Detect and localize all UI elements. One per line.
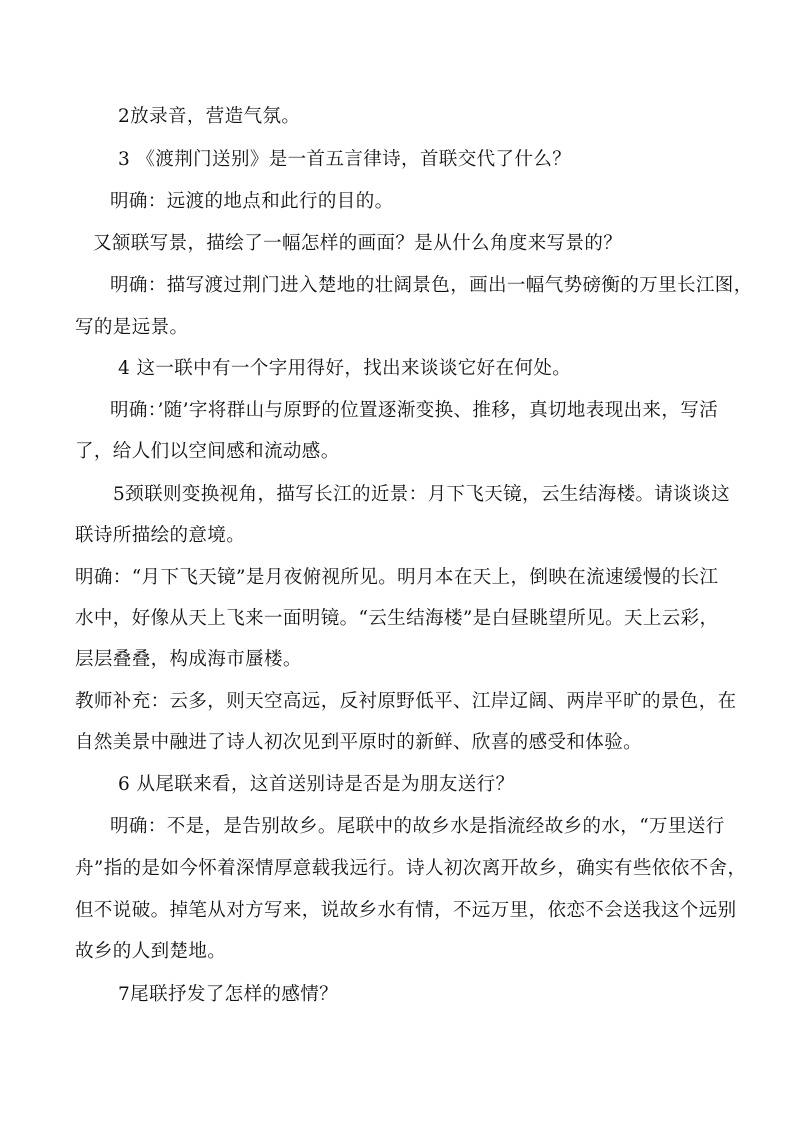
answer-4-line-2: 了，给人们以空间感和流动感。 [75, 441, 340, 462]
answer-6-line-3: 但不说破。掉笔从对方写来，说故乡水有情，不远万里，依恋不会送我这个远别 [75, 900, 737, 921]
question-4-key-word: 4 这一联中有一个字用得好，找出来谈谈它好在何处。 [118, 358, 572, 379]
question-second-couplet: 又颔联写景，描绘了一幅怎样的画面？是从什么角度来写景的？ [93, 233, 623, 254]
answer-5-line-1: 明确：“月下飞天镜”是月夜俯视所见。明月本在天上，倒映在流速缓慢的长江 [75, 567, 719, 588]
question-5-third-couplet-line-2: 联诗所描绘的意境。 [75, 525, 246, 546]
answer-5-line-3: 层层叠叠，构成海市蜃楼。 [75, 649, 302, 670]
answer-second-couplet-line-1: 明确：描写渡过荆门进入楚地的壮阔景色，画出一幅气势磅衡的万里长江图， [110, 275, 753, 296]
teacher-supplement-line-1: 教师补充：云多，则天空高远，反衬原野低平、江岸辽阔、两岸平旷的景色，在 [75, 691, 737, 712]
answer-6-line-4: 故乡的人到楚地。 [75, 941, 227, 962]
question-3-first-couplet: 3 《渡荆门送别》是一首五言律诗，首联交代了什么？ [118, 149, 572, 170]
question-5-third-couplet-line-1: 5颈联则变换视角，描写长江的近景：月下飞天镜，云生结海楼。请谈谈这 [113, 484, 730, 505]
question-6-last-couplet: 6 从尾联来看，这首送别诗是否是为朋友送行？ [118, 774, 515, 795]
answer-6-line-1: 明确：不是，是告别故乡。尾联中的故乡水是指流经故乡的水，“万里送行 [110, 816, 725, 837]
question-7-emotion: 7尾联抒发了怎样的感情？ [118, 984, 339, 1005]
answer-6-line-2: 舟”指的是如今怀着深情厚意载我远行。诗人初次离开故乡，确实有些依依不舍， [75, 858, 747, 879]
answer-3-line-1: 明确：远渡的地点和此行的目的。 [110, 191, 394, 212]
answer-4-line-1: 明确：’随’字将群山与原野的位置逐渐变换、推移，真切地表现出来，写活 [110, 400, 719, 421]
step-2-play-recording: 2放录音，营造气氛。 [118, 106, 301, 127]
answer-5-line-2: 水中，好像从天上飞来一面明镜。“云生结海楼”是白昼眺望所见。天上云彩， [75, 608, 719, 629]
teacher-supplement-line-2: 自然美景中融进了诗人初次见到平原时的新鲜、欣喜的感受和体验。 [75, 732, 643, 753]
answer-second-couplet-line-2: 写的是远景。 [75, 317, 189, 338]
